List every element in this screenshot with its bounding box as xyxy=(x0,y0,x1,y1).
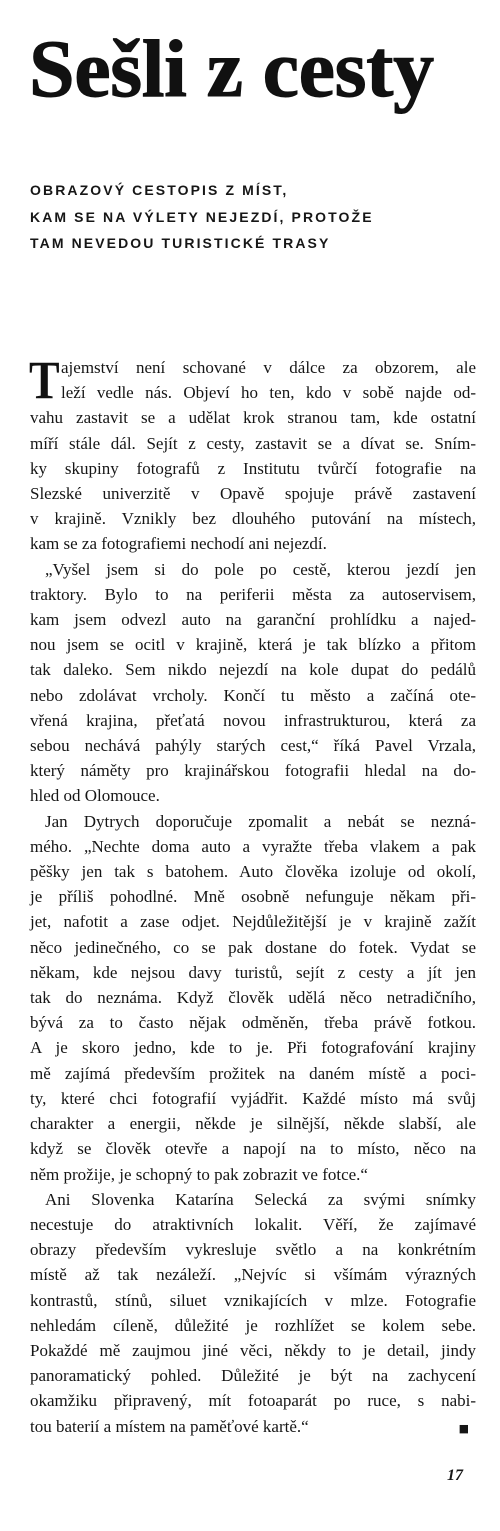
body-line: nehledám cíleně, důležité je rozhlížet se kolem sebe. xyxy=(30,1315,476,1335)
body-line: tak daleko. Sem nikdo nejezdí na kole dupat do pedálů xyxy=(30,660,476,680)
paragraph xyxy=(29,350,476,557)
body-line: pěšky jen tak s batohem. Auto člověka izoluje od okolí, xyxy=(30,862,476,882)
paragraph xyxy=(30,1187,476,1441)
body-line: tak do neznáma. Když člověk udělá něco netradičního, xyxy=(30,988,476,1008)
body-line: nou jsem se ocitl v krajině, která je tak blízko a přitom xyxy=(30,635,476,655)
body-line: jet, nafotit a zase odjet. Nejdůležitější je v krajině zažít xyxy=(30,912,476,932)
body-line: něm prožije, je schopný to pak zobrazit ve fotce.“ xyxy=(30,1164,368,1184)
article-subtitle xyxy=(30,177,374,257)
body-line: traktory. Bylo to na periferii města za autoservisem, xyxy=(30,584,476,604)
body-line: místě až tak nezáleží. „Nejvíc si všímám výrazných xyxy=(30,1265,476,1285)
body-line: vřená krajina, přeťatá novou infrastrukturou, která za xyxy=(30,710,476,730)
body-line: „Vyšel jsem si do pole po cestě, kterou jezdí jen xyxy=(45,559,476,579)
body-line: kam se za fotografiemi nechodí ani nejezdí. xyxy=(30,534,327,554)
body-line: něco jedinečného, co se pak dostane do fotek. Vydat se xyxy=(30,937,476,957)
body-line: okamžiku připravený, mít fotoaparát po ruce, s nabi- xyxy=(30,1391,476,1411)
subtitle-line: TAM NEVEDOU TURISTICKÉ TRASY xyxy=(30,235,331,251)
end-mark: ■ xyxy=(458,1421,469,1435)
subtitle-line: OBRAZOVÝ CESTOPIS Z MÍST, xyxy=(30,182,289,198)
body-line: v krajině. Vznikly bez dlouhého putování na místech, xyxy=(30,509,476,529)
body-line: je příliš pohodlné. Mně osobně nefunguje někam při- xyxy=(30,887,476,907)
body-line: ajemství není schované v dálce za obzorem, ale xyxy=(61,358,476,377)
subtitle-line: KAM SE NA VÝLETY NEJEZDÍ, PROTOŽE xyxy=(30,208,374,225)
body-line: bývá za to často nějak odměněn, třeba právě fotkou. xyxy=(30,1013,476,1033)
body-line: ty, které chci fotografií vyjádřit. Každé místo má svůj xyxy=(30,1088,476,1108)
body-line: kontrastů, stínů, siluet vznikajících v mlze. Fotografie xyxy=(30,1290,476,1310)
body-line: nebo zdolávat vrcholy. Končí tu město a začíná ote- xyxy=(30,685,476,705)
page-number: 17 xyxy=(447,1467,463,1484)
paragraph xyxy=(30,809,476,1187)
body-line: který náměty pro krajinářskou fotografii hledal na do- xyxy=(30,761,476,781)
body-line: necestuje do atraktivních lokalit. Věří, že zajímavé xyxy=(30,1214,476,1234)
body-line: Pokaždé mě zaujmou jiné věci, někdy to je detail, jindy xyxy=(30,1340,476,1360)
body-line: když se člověk otevře a napojí na to místo, něco na xyxy=(30,1139,476,1159)
body-line: mě zajímá především prožitek na daném místě a poci- xyxy=(30,1063,476,1083)
body-line: Jan Dytrych doporučuje zpomalit a nebát se nezná- xyxy=(45,811,476,831)
body-line: Ani Slovenka Katarína Selecká za svými snímky xyxy=(45,1189,476,1209)
article-body xyxy=(29,350,476,1441)
body-line-text: tou baterií a místem na paměťové kartě.“ xyxy=(30,1416,309,1436)
body-line: kam jsem odvezl auto na garanční prohlídku a najed- xyxy=(30,610,476,630)
body-line: mého. „Nechte doma auto a vyražte třeba vlakem a pak xyxy=(30,836,476,856)
body-line: leží vedle nás. Objeví ho ten, kdo v sobě najde od- xyxy=(61,383,476,403)
body-line: vahu zastavit se a udělat krok stranou tam, kde ostatní xyxy=(30,408,476,428)
body-line: ky skupiny fotografů z Institutu tvůrčí fotografie na xyxy=(30,458,476,478)
article-title: Sešli z cesty xyxy=(29,23,434,114)
body-line: Slezské univerzitě v Opavě spojuje právě zastavení xyxy=(30,484,476,504)
body-line: panoramatický pohled. Důležité je být na zachycení xyxy=(30,1366,476,1386)
body-line: někam, kde nejsou davy turistů, sejít z cesty a jít jen xyxy=(30,962,476,982)
body-line: hled od Olomouce. xyxy=(30,786,160,806)
body-line: obrazy především vykresluje světlo a na konkrétním xyxy=(30,1240,476,1260)
body-line: A je skoro jedno, kde to je. Při fotografování krajiny xyxy=(30,1038,476,1058)
body-line: charakter a energii, někde je silnější, někde slabší, ale xyxy=(30,1114,476,1134)
body-line: sebou nechává pahýly starých cest,“ říká Pavel Vrzala, xyxy=(30,736,476,756)
body-line xyxy=(30,1414,476,1441)
paragraph xyxy=(30,557,476,809)
body-line: míří stále dál. Sejít z cesty, zastavit se a dívat se. Sním- xyxy=(30,433,476,453)
drop-cap: T xyxy=(29,350,60,410)
